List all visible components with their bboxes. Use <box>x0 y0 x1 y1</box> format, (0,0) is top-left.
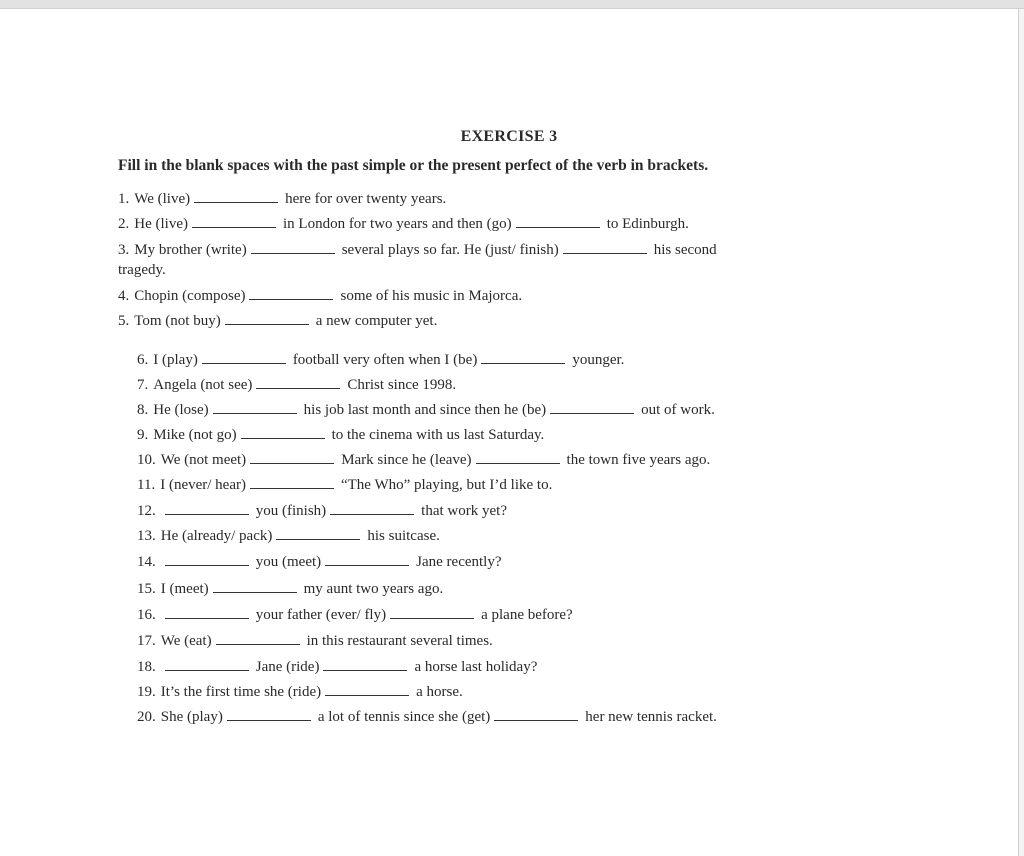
answer-blank[interactable] <box>330 501 414 515</box>
exercise-item-18 <box>137 657 537 676</box>
item-text: you (finish) <box>255 503 327 519</box>
item-text: his suitcase. <box>367 528 440 544</box>
exercise-item-14 <box>137 552 502 571</box>
exercise-title: EXERCISE 3 <box>460 128 558 145</box>
exercise-item-15 <box>137 579 443 598</box>
item-text: you (meet) <box>255 554 322 570</box>
answer-blank[interactable] <box>202 350 286 364</box>
top-bar <box>0 0 1024 9</box>
answer-blank[interactable] <box>481 350 565 364</box>
item-number: 11. <box>137 477 156 493</box>
item-number: 16. <box>137 607 156 623</box>
item-number: 6. <box>137 352 149 368</box>
item-text: We (live) <box>134 191 191 207</box>
answer-blank[interactable] <box>165 552 249 566</box>
item-text: that work yet? <box>421 503 507 519</box>
item-text: “The Who” playing, but I’d like to. <box>340 477 553 493</box>
answer-blank[interactable] <box>227 707 311 721</box>
answer-blank[interactable] <box>192 214 276 228</box>
item-number: 17. <box>137 633 156 649</box>
item-text: his job last month and since then he (be) <box>303 402 547 418</box>
item-text: in London for two years and then (go) <box>282 216 512 232</box>
item-text: Tom (not buy) <box>134 313 221 329</box>
item-number: 20. <box>137 709 156 725</box>
item-text: We (not meet) <box>160 452 247 468</box>
exercise-item-4 <box>118 286 522 305</box>
item-number: 7. <box>137 377 149 393</box>
exercise-item-5 <box>118 311 437 330</box>
item-text: younger. <box>572 352 625 368</box>
answer-blank[interactable] <box>249 286 333 300</box>
answer-blank[interactable] <box>241 425 325 439</box>
exercise-item-20 <box>137 707 717 726</box>
item-number: 4. <box>118 288 130 304</box>
answer-blank[interactable] <box>516 214 600 228</box>
exercise-item-8 <box>137 400 715 419</box>
exercise-item-10 <box>137 450 710 469</box>
item-text: He (already/ pack) <box>160 528 273 544</box>
item-text: out of work. <box>641 402 715 418</box>
answer-blank[interactable] <box>213 579 297 593</box>
item-text: Christ since 1998. <box>347 377 457 393</box>
item-text: Mike (not go) <box>153 427 237 443</box>
item-text: a lot of tennis since she (get) <box>317 709 491 725</box>
exercise-item-6 <box>137 350 624 369</box>
item-number: 1. <box>118 191 130 207</box>
exercise-item-2 <box>118 214 689 233</box>
answer-blank[interactable] <box>251 240 335 254</box>
item-text: his second <box>653 242 717 258</box>
item-number: 15. <box>137 581 156 597</box>
answer-blank[interactable] <box>390 605 474 619</box>
exercise-item-12 <box>137 501 507 520</box>
exercise-item-continuation: tragedy. <box>118 262 166 278</box>
item-text: It’s the first time she (ride) <box>160 684 322 700</box>
exercise-instruction: Fill in the blank spaces with the past simple or the present perfect of the verb in brackets. <box>118 157 709 174</box>
item-text: I (never/ hear) <box>160 477 246 493</box>
answer-blank[interactable] <box>494 707 578 721</box>
item-text: He (live) <box>134 216 188 232</box>
answer-blank[interactable] <box>276 526 360 540</box>
answer-blank[interactable] <box>256 375 340 389</box>
item-text: her new tennis racket. <box>585 709 717 725</box>
item-text: several plays so far. He (just/ finish) <box>341 242 559 258</box>
item-number: 2. <box>118 216 130 232</box>
answer-blank[interactable] <box>225 311 309 325</box>
exercise-item-19 <box>137 682 463 701</box>
item-number: 19. <box>137 684 156 700</box>
item-number: 14. <box>137 554 156 570</box>
item-text: football very often when I (be) <box>292 352 478 368</box>
item-number: 9. <box>137 427 149 443</box>
item-text: the town five years ago. <box>566 452 711 468</box>
exercise-item-16 <box>137 605 573 624</box>
item-text: My brother (write) <box>134 242 247 258</box>
answer-blank[interactable] <box>194 189 278 203</box>
item-text: to the cinema with us last Saturday. <box>331 427 545 443</box>
item-text: Mark since he (leave) <box>341 452 472 468</box>
exercise-item-11 <box>137 475 552 494</box>
exercise-item-13 <box>137 526 440 545</box>
item-number: 10. <box>137 452 156 468</box>
item-number: 5. <box>118 313 130 329</box>
answer-blank[interactable] <box>563 240 647 254</box>
item-text: He (lose) <box>153 402 209 418</box>
answer-blank[interactable] <box>216 631 300 645</box>
answer-blank[interactable] <box>325 552 409 566</box>
item-text: a plane before? <box>481 607 573 623</box>
item-text: your father (ever/ fly) <box>255 607 387 623</box>
answer-blank[interactable] <box>476 450 560 464</box>
item-number: 18. <box>137 659 156 675</box>
item-text: Jane recently? <box>416 554 502 570</box>
item-number: 13. <box>137 528 156 544</box>
exercise-item-9 <box>137 425 544 444</box>
worksheet <box>0 9 1018 856</box>
item-text: a horse last holiday? <box>414 659 538 675</box>
item-number: 3. <box>118 242 130 258</box>
answer-blank[interactable] <box>165 501 249 515</box>
exercise-item-3 <box>118 240 717 259</box>
item-text: She (play) <box>160 709 223 725</box>
item-text: here for over twenty years. <box>285 191 447 207</box>
answer-blank[interactable] <box>165 605 249 619</box>
item-text: some of his music in Majorca. <box>340 288 523 304</box>
item-number: 12. <box>137 503 156 519</box>
item-text: a horse. <box>416 684 463 700</box>
answer-blank[interactable] <box>213 400 297 414</box>
answer-blank[interactable] <box>323 657 407 671</box>
item-text: Angela (not see) <box>153 377 253 393</box>
exercise-item-7 <box>137 375 456 394</box>
item-text: Chopin (compose) <box>134 288 246 304</box>
item-text: Jane (ride) <box>255 659 320 675</box>
document-page <box>0 9 1019 856</box>
answer-blank[interactable] <box>550 400 634 414</box>
item-text: to Edinburgh. <box>606 216 689 232</box>
item-text: in this restaurant several times. <box>306 633 493 649</box>
answer-blank[interactable] <box>250 475 334 489</box>
answer-blank[interactable] <box>250 450 334 464</box>
answer-blank[interactable] <box>325 682 409 696</box>
item-text: I (meet) <box>160 581 209 597</box>
item-text: my aunt two years ago. <box>303 581 444 597</box>
answer-blank[interactable] <box>165 657 249 671</box>
exercise-item-17 <box>137 631 493 650</box>
item-text: I (play) <box>153 352 198 368</box>
exercise-item-1 <box>118 189 446 208</box>
item-text: We (eat) <box>160 633 212 649</box>
item-text: a new computer yet. <box>315 313 438 329</box>
item-number: 8. <box>137 402 149 418</box>
